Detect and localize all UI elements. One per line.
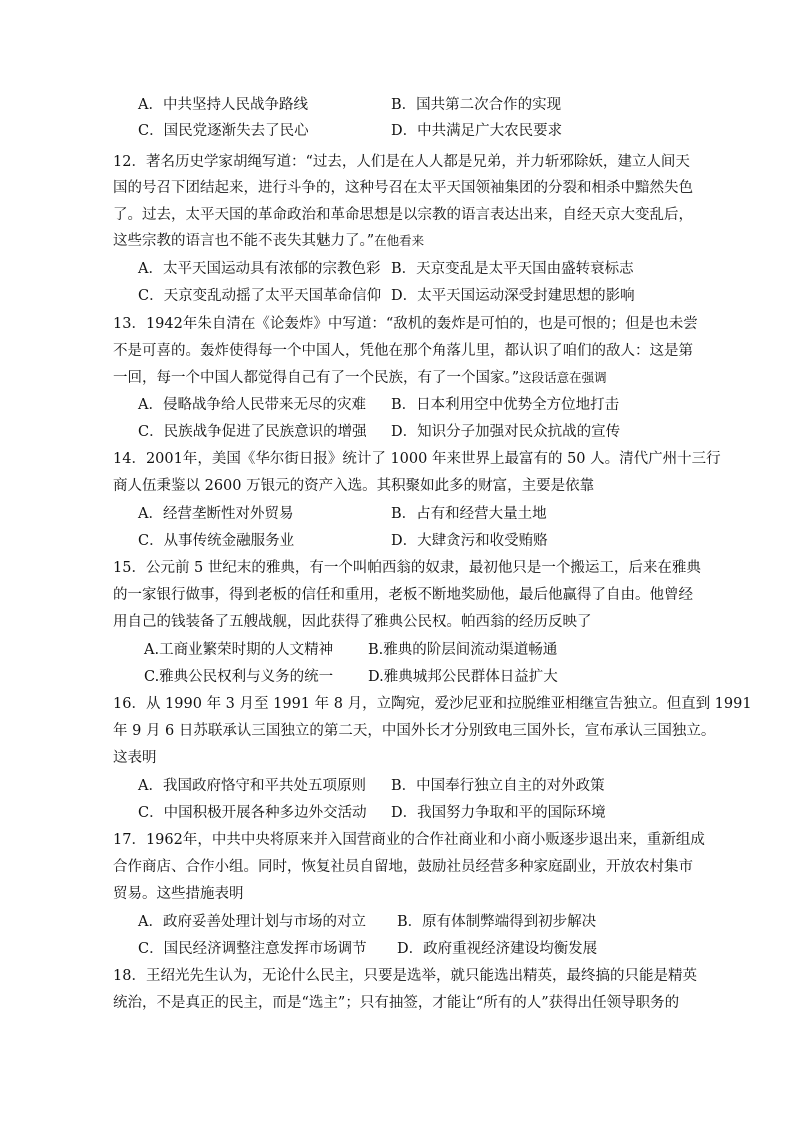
q11-option-b: B．国共第二次合作的实现 bbox=[391, 97, 562, 113]
q17-option-b: B．原有体制弊端得到初步解决 bbox=[397, 914, 597, 930]
q14-option-b: B．占有和经营大量土地 bbox=[391, 506, 547, 522]
q18-stem-line-2: 统治，不是真正的民主，而是“选主”；只有抽签，才能让“所有的人”获得出任领导职务的 bbox=[113, 995, 680, 1011]
q14-stem-line-1: 14．2001年，美国《华尔街日报》统计了 1000 年来世界上最富有的 50 人。清代广州十三行 bbox=[113, 451, 721, 467]
q14-option-d: D．大肆贪污和收受贿赂 bbox=[391, 533, 548, 549]
q12-stem-tail: 在他看来 bbox=[374, 233, 425, 248]
q12-stem-text: 这些宗教的语言也不能不丧失其魅力了。” bbox=[113, 233, 375, 249]
q16-option-a: A．我国政府恪守和平共处五项原则 bbox=[138, 778, 366, 794]
q17-stem-line-2: 合作商店、合作小组。同时，恢复社员自留地，鼓励社员经营多种家庭副业，开放农村集市 bbox=[113, 859, 693, 875]
q14-option-c: C．从事传统金融服务业 bbox=[138, 533, 295, 549]
q12-option-a: A．太平天国运动具有浓郁的宗教色彩 bbox=[138, 261, 381, 277]
q13-option-b: B．日本利用空中优势全方位地打击 bbox=[391, 397, 620, 413]
q13-stem-text: 一回，每一个中国人都觉得自己有了一个民族，有了一个国家。” bbox=[113, 370, 520, 386]
q16-stem-line-2: 年 9 月 6 日苏联承认三国独立的第二天，中国外长才分别致电三国外长，宣布承认三国独立。 bbox=[113, 723, 716, 739]
q13-option-c: C．民族战争促进了民族意识的增强 bbox=[138, 424, 367, 440]
q14-stem-line-2: 商人伍秉鉴以 2600 万银元的资产入选。其积聚如此多的财富，主要是依靠 bbox=[113, 478, 595, 494]
q12-stem-line-4 bbox=[113, 231, 685, 251]
q13-stem-line-1: 13．1942年朱自清在《论轰炸》中写道：“敌机的轰炸是可怕的，也是可恨的；但是也未尝 bbox=[113, 316, 698, 332]
q16-option-c: C．中国积极开展各种多边外交活动 bbox=[138, 805, 367, 821]
q15-option-a: A.工商业繁荣时期的人文精神 bbox=[144, 642, 334, 658]
q13-stem-tail: 这段话意在强调 bbox=[519, 370, 607, 385]
q14-option-a: A．经营垄断性对外贸易 bbox=[138, 506, 294, 522]
q13-stem-line-3 bbox=[113, 368, 685, 388]
q17-option-d: D．政府重视经济建设均衡发展 bbox=[397, 941, 598, 957]
q15-option-d: D.雅典城邦公民群体日益扩大 bbox=[368, 669, 558, 685]
q17-option-a: A．政府妥善处理计划与市场的对立 bbox=[138, 914, 366, 930]
q11-option-d: D．中共满足广大农民要求 bbox=[391, 123, 563, 139]
q13-option-a: A．侵略战争给人民带来无尽的灾难 bbox=[138, 397, 366, 413]
q12-stem-line-1: 12．著名历史学家胡绳写道：“过去，人们是在人人都是兄弟，并力斩邪除妖，建立人间天 bbox=[113, 154, 690, 170]
q12-stem-line-2: 国的号召下团结起来，进行斗争的，这种号召在太平天国领袖集团的分裂和相杀中黯然失色 bbox=[113, 180, 693, 196]
q11-option-a: A．中共坚持人民战争路线 bbox=[138, 97, 308, 113]
q12-option-b: B．天京变乱是太平天国由盛转衰标志 bbox=[391, 261, 634, 277]
q16-option-d: D．我国努力争取和平的国际环境 bbox=[391, 805, 606, 821]
q15-stem-line-3: 用自己的钱装备了五艘战舰，因此获得了雅典公民权。帕西翁的经历反映了 bbox=[113, 614, 592, 630]
q17-stem-line-1: 17．1962年，中共中央将原来并入国营商业的合作社商业和小商小贩逐步退出来，重新组成 bbox=[113, 832, 705, 848]
q16-stem-line-1: 16．从 1990 年 3 月至 1991 年 8 月，立陶宛，爱沙尼亚和拉脱维亚相继宣告独立。但直到 1991 bbox=[113, 696, 752, 712]
q15-option-c: C.雅典公民权利与义务的统一 bbox=[144, 669, 334, 685]
q12-option-c: C．天京变乱动摇了太平天国革命信仰 bbox=[138, 288, 382, 304]
q13-stem-line-2: 不是可喜的。轰炸使得每一个中国人，凭他在那个角落儿里，都认识了咱们的敌人：这是第 bbox=[113, 343, 693, 359]
q12-option-d: D．太平天国运动深受封建思想的影响 bbox=[391, 288, 635, 304]
q13-option-d: D．知识分子加强对民众抗战的宣传 bbox=[391, 424, 621, 440]
q18-stem-line-1: 18．王绍光先生认为，无论什么民主，只要是选举，就只能选出精英，最终搞的只能是精英 bbox=[113, 968, 697, 984]
q15-option-b: B.雅典的阶层间流动渠道畅通 bbox=[368, 642, 558, 658]
q16-option-b: B．中国奉行独立自主的对外政策 bbox=[391, 778, 605, 794]
q17-option-c: C．国民经济调整注意发挥市场调节 bbox=[138, 941, 367, 957]
q15-stem-line-1: 15．公元前 5 世纪末的雅典，有一个叫帕西翁的奴隶，最初他只是一个搬运工，后来在雅典 bbox=[113, 560, 701, 576]
q12-stem-line-3: 了。过去，太平天国的革命政治和革命思想是以宗教的语言表达出来，自经天京大变乱后， bbox=[113, 207, 693, 223]
q15-stem-line-2: 的一家银行做事，得到老板的信任和重用，老板不断地奖励他，最后他赢得了自由。他曾经 bbox=[113, 587, 693, 603]
q16-stem-line-3: 这表明 bbox=[113, 750, 157, 766]
q11-option-c: C．国民党逐渐失去了民心 bbox=[138, 123, 309, 139]
q17-stem-line-3: 贸易。这些措施表明 bbox=[113, 886, 244, 902]
